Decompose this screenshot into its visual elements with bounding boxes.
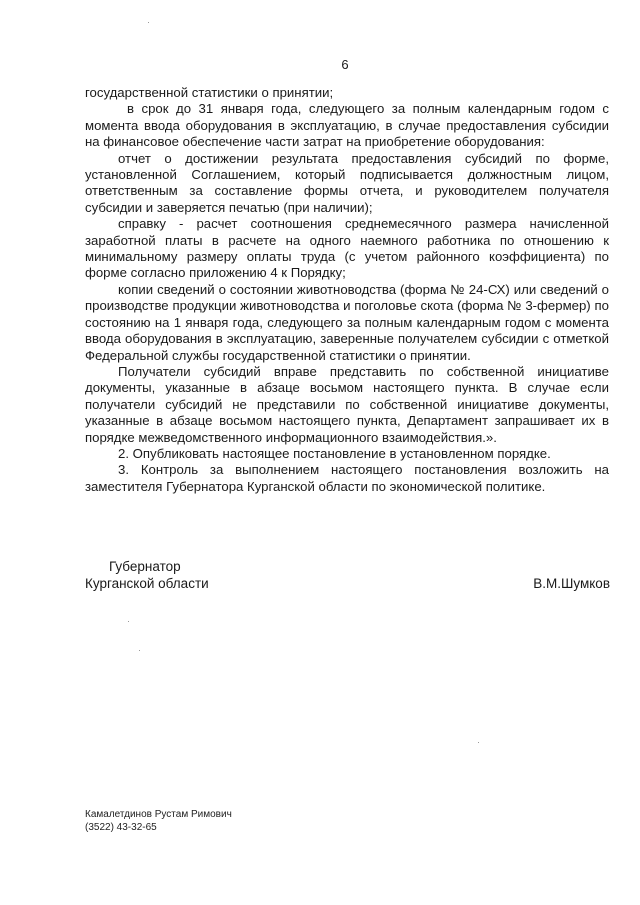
paragraph-livestock-copies: копии сведений о состоянии животноводства (форма № 24-СХ) или сведений о производстве продукции животноводства и поголовье скота (форма № 3-фермер) по состоянию на 1 января года, следующего за полным календарным годом с момента ввода оборудования в эксплуатацию, заверенные получателем субсидии с отметкой Федеральной службы государственной статистики о принятии.: [85, 281, 609, 363]
signatory-title-line1: Губернатор: [109, 559, 181, 574]
paragraph-deadline: в срок до 31 января года, следующего за полным календарным годом с момента ввода оборудования в эксплуатацию, в случае предоставления субсидии на финансовое обеспечение части затрат на приобретение оборудования:: [85, 101, 609, 150]
signatory-title: [85, 558, 209, 592]
paragraph-own-initiative: Получатели субсидий вправе представить по собственной инициативе документы, указанные в абзаце восьмом настоящего пункта. В случае если получатели субсидий не представили по собственной инициативе документы, указанные в абзаце восьмом настоящего пункта, Департамент запрашивает их в порядке межведомственного информационного взаимодействия.».: [85, 363, 609, 445]
executor-name: Камалетдинов Рустам Римович: [85, 809, 232, 820]
paragraph-report: отчет о достижении результата предоставления субсидий по форме, установленной Соглашением, который подписывается должностным лицом, ответственным за составление формы отчета, и руководителем получателя субсидии и заверяется печатью (при наличии);: [85, 150, 609, 215]
executor-phone: (3522) 43-32-65: [85, 822, 157, 833]
scan-speck: [478, 742, 479, 743]
paragraph-publish: 2. Опубликовать настоящее постановление в установленном порядке.: [118, 445, 551, 461]
executor-block: [85, 808, 232, 834]
paragraph-salary-calculation: справку - расчет соотношения среднемесячного размера начисленной заработной платы в расчете на одного наемного работника по отношению к минимальному размеру оплаты труда (с учетом районного коэффициента) по форме согласно приложению 4 к Порядку;: [85, 216, 609, 281]
scan-speck: [139, 650, 140, 651]
scan-speck: [128, 621, 129, 622]
document-body: [85, 85, 609, 495]
scan-speck: [148, 22, 149, 23]
signatory-title-line2: Курганской области: [85, 576, 209, 591]
paragraph-continuation: государственной статистики о принятии;: [85, 85, 334, 100]
paragraph-control: 3. Контроль за выполнением настоящего постановления возложить на заместителя Губернатора Курганской области по экономической политике.: [85, 462, 609, 494]
signatory-name: В.М.Шумков: [533, 576, 610, 591]
page-number: 6: [341, 57, 349, 72]
